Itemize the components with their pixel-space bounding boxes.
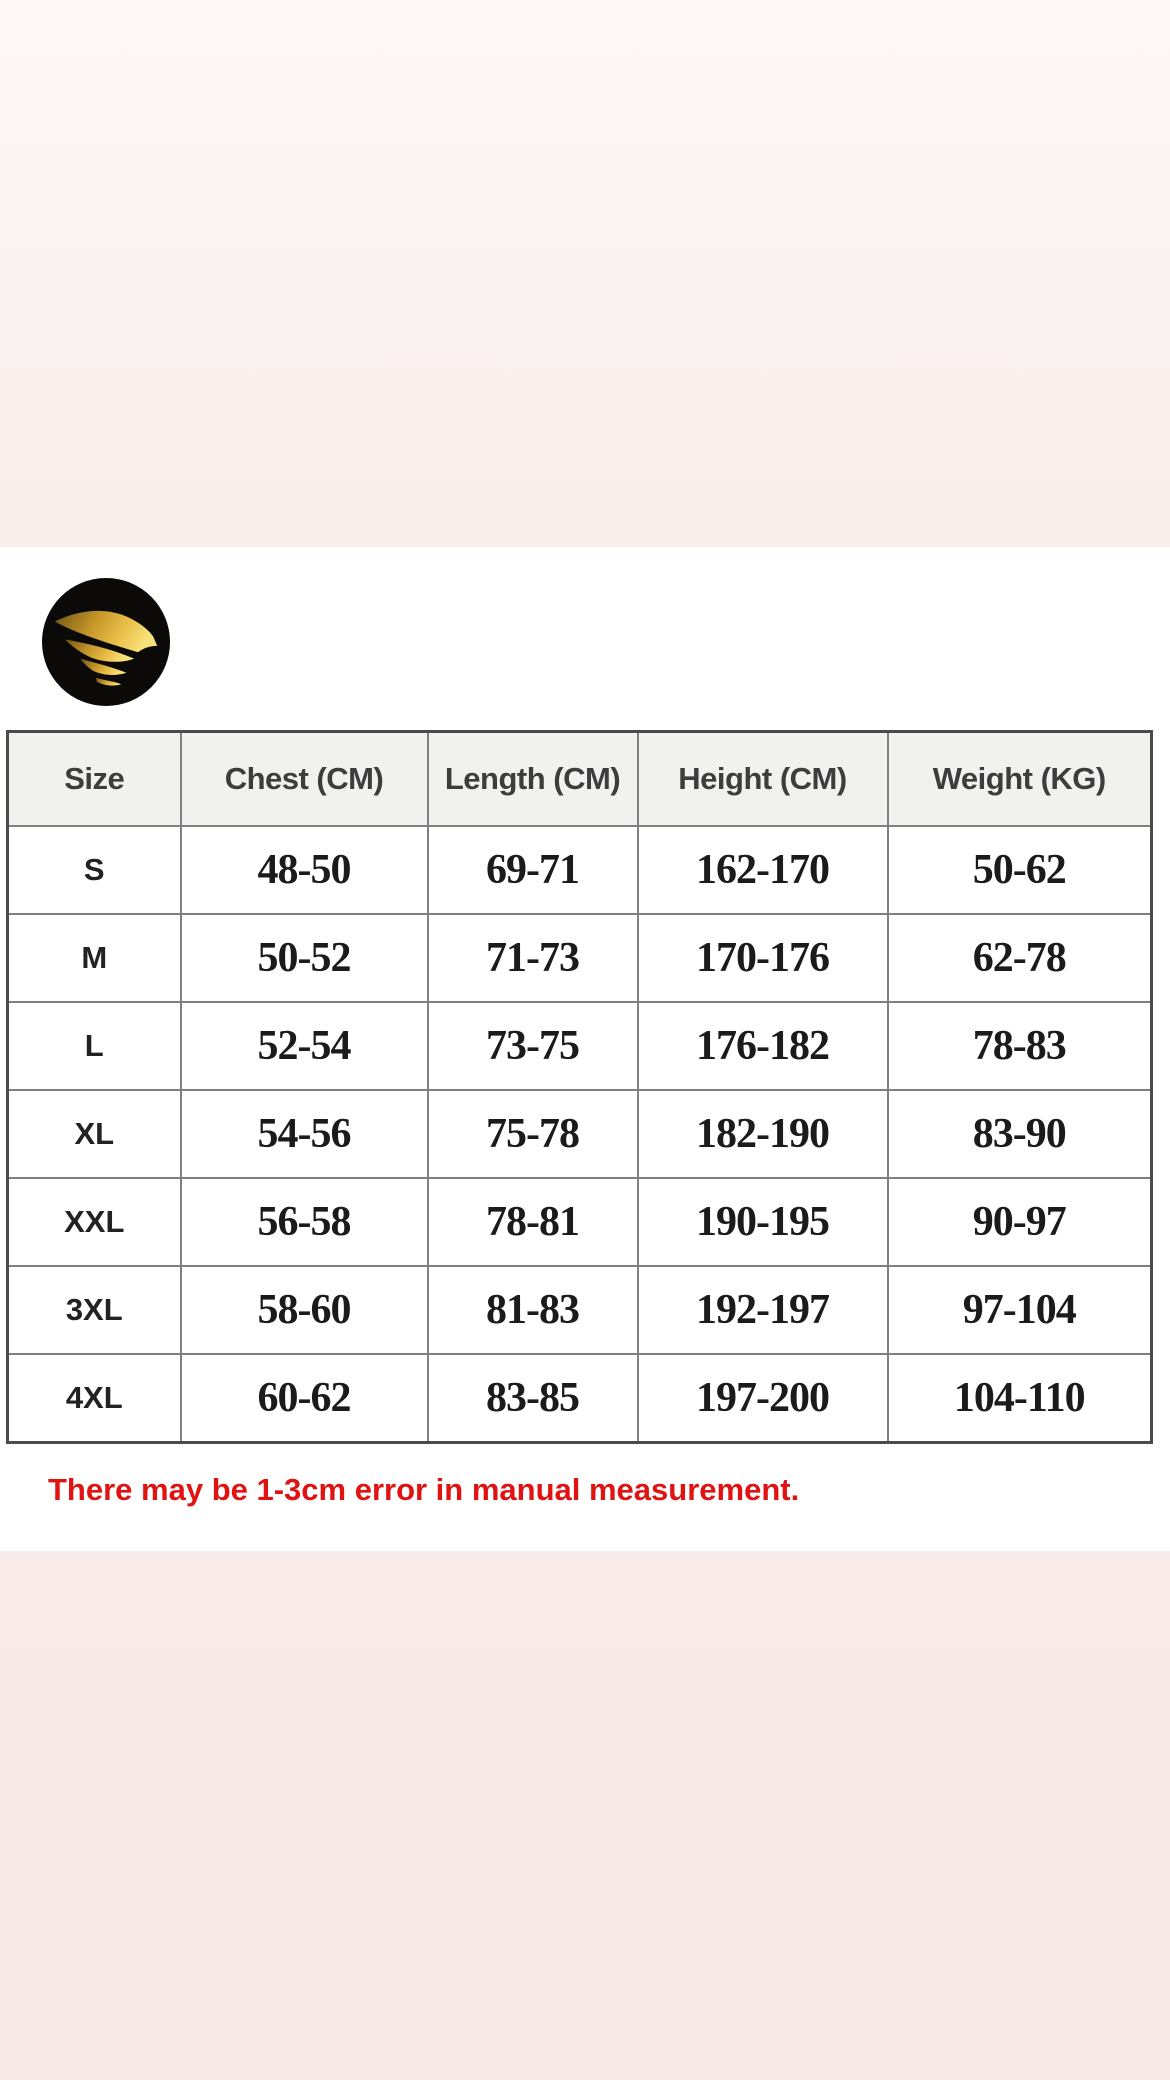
- height-cell: 170-176: [638, 914, 888, 1002]
- length-cell: 81-83: [428, 1266, 638, 1354]
- length-cell: 69-71: [428, 826, 638, 914]
- header-row: [8, 732, 1152, 827]
- chest-cell: 54-56: [181, 1090, 428, 1178]
- weight-cell: 83-90: [888, 1090, 1152, 1178]
- table-row-m: [8, 914, 1152, 1002]
- size-cell: M: [8, 914, 181, 1002]
- length-cell: 78-81: [428, 1178, 638, 1266]
- col-header-length: Length (CM): [428, 732, 638, 827]
- chest-cell: 50-52: [181, 914, 428, 1002]
- chest-cell: 60-62: [181, 1354, 428, 1443]
- length-cell: 73-75: [428, 1002, 638, 1090]
- length-cell: 71-73: [428, 914, 638, 1002]
- chest-cell: 56-58: [181, 1178, 428, 1266]
- length-cell: 83-85: [428, 1354, 638, 1443]
- gold-wing-icon: [42, 575, 170, 709]
- col-header-size: Size: [8, 732, 181, 827]
- col-header-weight: Weight (KG): [888, 732, 1152, 827]
- size-cell: L: [8, 1002, 181, 1090]
- length-cell: 75-78: [428, 1090, 638, 1178]
- height-cell: 176-182: [638, 1002, 888, 1090]
- height-cell: 192-197: [638, 1266, 888, 1354]
- top-pink-band: [0, 0, 1170, 547]
- bottom-pink-band: [0, 1551, 1170, 2080]
- size-cell: S: [8, 826, 181, 914]
- weight-cell: 97-104: [888, 1266, 1152, 1354]
- chest-cell: 48-50: [181, 826, 428, 914]
- weight-cell: 104-110: [888, 1354, 1152, 1443]
- size-cell: XXL: [8, 1178, 181, 1266]
- table-row-xxl: [8, 1178, 1152, 1266]
- height-cell: 197-200: [638, 1354, 888, 1443]
- height-cell: 182-190: [638, 1090, 888, 1178]
- size-cell: 3XL: [8, 1266, 181, 1354]
- table-row-3xl: [8, 1266, 1152, 1354]
- weight-cell: 78-83: [888, 1002, 1152, 1090]
- brand-logo: [42, 575, 170, 709]
- table-row-xl: [8, 1090, 1152, 1178]
- table-row-s: [8, 826, 1152, 914]
- weight-cell: 62-78: [888, 914, 1152, 1002]
- height-cell: 190-195: [638, 1178, 888, 1266]
- measurement-disclaimer: There may be 1-3cm error in manual measurement.: [48, 1472, 800, 1507]
- size-cell: 4XL: [8, 1354, 181, 1443]
- weight-cell: 50-62: [888, 826, 1152, 914]
- height-cell: 162-170: [638, 826, 888, 914]
- weight-cell: 90-97: [888, 1178, 1152, 1266]
- chest-cell: 58-60: [181, 1266, 428, 1354]
- table-row-l: [8, 1002, 1152, 1090]
- col-header-height: Height (CM): [638, 732, 888, 827]
- size-chart-table: [6, 730, 1153, 1444]
- size-cell: XL: [8, 1090, 181, 1178]
- col-header-chest: Chest (CM): [181, 732, 428, 827]
- table-row-4xl: [8, 1354, 1152, 1443]
- chest-cell: 52-54: [181, 1002, 428, 1090]
